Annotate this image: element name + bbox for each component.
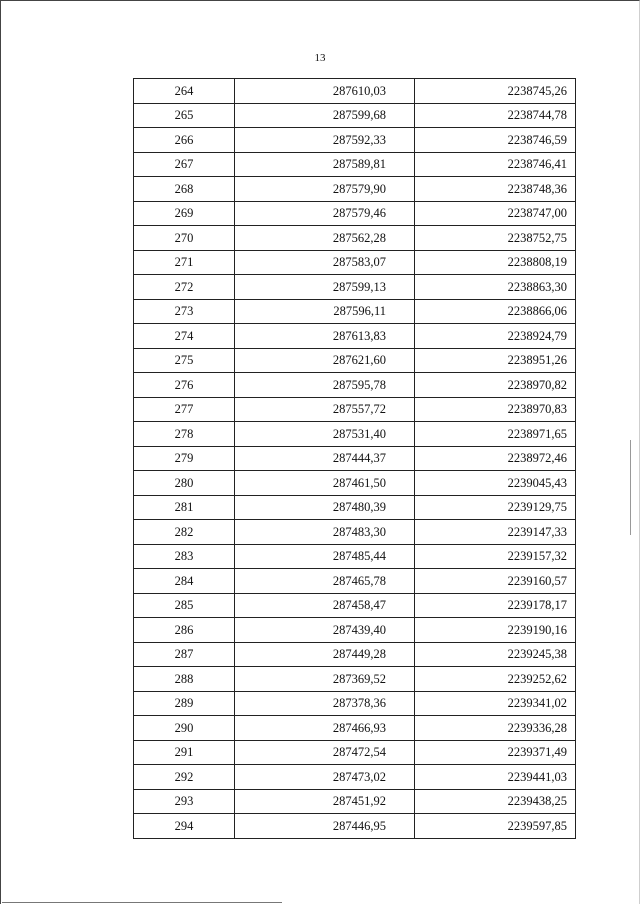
x-coordinate-cell: 287461,50: [235, 471, 415, 496]
table-row: [134, 373, 576, 398]
x-coordinate-cell: 287466,93: [235, 716, 415, 741]
table-row: [134, 177, 576, 202]
x-coordinate-cell: 287562,28: [235, 226, 415, 251]
table-row: [134, 471, 576, 496]
table-row: [134, 275, 576, 300]
table-row: [134, 544, 576, 569]
point-number-cell: 291: [134, 740, 235, 765]
table-row: [134, 814, 576, 839]
y-coordinate-cell: 2238808,19: [415, 250, 576, 275]
table-row: [134, 765, 576, 790]
y-coordinate-cell: 2238971,65: [415, 422, 576, 447]
y-coordinate-cell: 2239245,38: [415, 642, 576, 667]
point-number-cell: 280: [134, 471, 235, 496]
table-row: [134, 226, 576, 251]
y-coordinate-cell: 2238951,26: [415, 348, 576, 373]
x-coordinate-cell: 287458,47: [235, 593, 415, 618]
point-number-cell: 293: [134, 789, 235, 814]
point-number-cell: 282: [134, 520, 235, 545]
point-number-cell: 272: [134, 275, 235, 300]
table-row: [134, 520, 576, 545]
y-coordinate-cell: 2239441,03: [415, 765, 576, 790]
y-coordinate-cell: 2238752,75: [415, 226, 576, 251]
x-coordinate-cell: 287472,54: [235, 740, 415, 765]
x-coordinate-cell: 287451,92: [235, 789, 415, 814]
x-coordinate-cell: 287485,44: [235, 544, 415, 569]
x-coordinate-cell: 287557,72: [235, 397, 415, 422]
table-row: [134, 201, 576, 226]
point-number-cell: 276: [134, 373, 235, 398]
table-row: [134, 79, 576, 104]
y-coordinate-cell: 2238970,82: [415, 373, 576, 398]
table-row: [134, 593, 576, 618]
table-row: [134, 569, 576, 594]
coordinates-table-body: [134, 79, 576, 839]
table-row: [134, 618, 576, 643]
table-row: [134, 324, 576, 349]
point-number-cell: 294: [134, 814, 235, 839]
table-row: [134, 152, 576, 177]
table-row: [134, 642, 576, 667]
scan-bottom-line: [2, 902, 282, 903]
point-number-cell: 278: [134, 422, 235, 447]
x-coordinate-cell: 287480,39: [235, 495, 415, 520]
point-number-cell: 274: [134, 324, 235, 349]
table-row: [134, 789, 576, 814]
x-coordinate-cell: 287439,40: [235, 618, 415, 643]
x-coordinate-cell: 287621,60: [235, 348, 415, 373]
x-coordinate-cell: 287449,28: [235, 642, 415, 667]
point-number-cell: 284: [134, 569, 235, 594]
y-coordinate-cell: 2238866,06: [415, 299, 576, 324]
point-number-cell: 266: [134, 128, 235, 153]
page-number: 13: [314, 52, 326, 64]
table-row: [134, 128, 576, 153]
y-coordinate-cell: 2238924,79: [415, 324, 576, 349]
point-number-cell: 268: [134, 177, 235, 202]
x-coordinate-cell: 287446,95: [235, 814, 415, 839]
y-coordinate-cell: 2238746,41: [415, 152, 576, 177]
table-row: [134, 716, 576, 741]
y-coordinate-cell: 2239129,75: [415, 495, 576, 520]
table-row: [134, 422, 576, 447]
y-coordinate-cell: 2239371,49: [415, 740, 576, 765]
x-coordinate-cell: 287444,37: [235, 446, 415, 471]
table-row: [134, 446, 576, 471]
scan-edge-mark: [630, 440, 631, 535]
point-number-cell: 287: [134, 642, 235, 667]
y-coordinate-cell: 2238748,36: [415, 177, 576, 202]
point-number-cell: 273: [134, 299, 235, 324]
table-row: [134, 397, 576, 422]
point-number-cell: 275: [134, 348, 235, 373]
y-coordinate-cell: 2238746,59: [415, 128, 576, 153]
y-coordinate-cell: 2239190,16: [415, 618, 576, 643]
point-number-cell: 289: [134, 691, 235, 716]
point-number-cell: 281: [134, 495, 235, 520]
x-coordinate-cell: 287483,30: [235, 520, 415, 545]
y-coordinate-cell: 2238863,30: [415, 275, 576, 300]
table-row: [134, 667, 576, 692]
point-number-cell: 279: [134, 446, 235, 471]
x-coordinate-cell: 287465,78: [235, 569, 415, 594]
y-coordinate-cell: 2238744,78: [415, 103, 576, 128]
x-coordinate-cell: 287595,78: [235, 373, 415, 398]
y-coordinate-cell: 2239045,43: [415, 471, 576, 496]
x-coordinate-cell: 287369,52: [235, 667, 415, 692]
x-coordinate-cell: 287473,02: [235, 765, 415, 790]
y-coordinate-cell: 2239336,28: [415, 716, 576, 741]
y-coordinate-cell: 2239597,85: [415, 814, 576, 839]
point-number-cell: 288: [134, 667, 235, 692]
x-coordinate-cell: 287610,03: [235, 79, 415, 104]
x-coordinate-cell: 287599,68: [235, 103, 415, 128]
point-number-cell: 277: [134, 397, 235, 422]
y-coordinate-cell: 2238972,46: [415, 446, 576, 471]
point-number-cell: 285: [134, 593, 235, 618]
point-number-cell: 290: [134, 716, 235, 741]
point-number-cell: 286: [134, 618, 235, 643]
point-number-cell: 265: [134, 103, 235, 128]
y-coordinate-cell: 2239157,32: [415, 544, 576, 569]
table-row: [134, 103, 576, 128]
x-coordinate-cell: 287579,46: [235, 201, 415, 226]
table-row: [134, 250, 576, 275]
point-number-cell: 269: [134, 201, 235, 226]
x-coordinate-cell: 287579,90: [235, 177, 415, 202]
table-row: [134, 348, 576, 373]
y-coordinate-cell: 2238745,26: [415, 79, 576, 104]
x-coordinate-cell: 287596,11: [235, 299, 415, 324]
y-coordinate-cell: 2239341,02: [415, 691, 576, 716]
x-coordinate-cell: 287531,40: [235, 422, 415, 447]
point-number-cell: 271: [134, 250, 235, 275]
table-row: [134, 299, 576, 324]
y-coordinate-cell: 2239147,33: [415, 520, 576, 545]
y-coordinate-cell: 2239160,57: [415, 569, 576, 594]
point-number-cell: 292: [134, 765, 235, 790]
y-coordinate-cell: 2239178,17: [415, 593, 576, 618]
point-number-cell: 264: [134, 79, 235, 104]
x-coordinate-cell: 287613,83: [235, 324, 415, 349]
table-row: [134, 740, 576, 765]
y-coordinate-cell: 2238970,83: [415, 397, 576, 422]
coordinates-table: [133, 78, 576, 839]
y-coordinate-cell: 2238747,00: [415, 201, 576, 226]
y-coordinate-cell: 2239438,25: [415, 789, 576, 814]
table-row: [134, 691, 576, 716]
x-coordinate-cell: 287589,81: [235, 152, 415, 177]
x-coordinate-cell: 287599,13: [235, 275, 415, 300]
point-number-cell: 267: [134, 152, 235, 177]
x-coordinate-cell: 287378,36: [235, 691, 415, 716]
point-number-cell: 270: [134, 226, 235, 251]
point-number-cell: 283: [134, 544, 235, 569]
x-coordinate-cell: 287592,33: [235, 128, 415, 153]
y-coordinate-cell: 2239252,62: [415, 667, 576, 692]
x-coordinate-cell: 287583,07: [235, 250, 415, 275]
table-row: [134, 495, 576, 520]
